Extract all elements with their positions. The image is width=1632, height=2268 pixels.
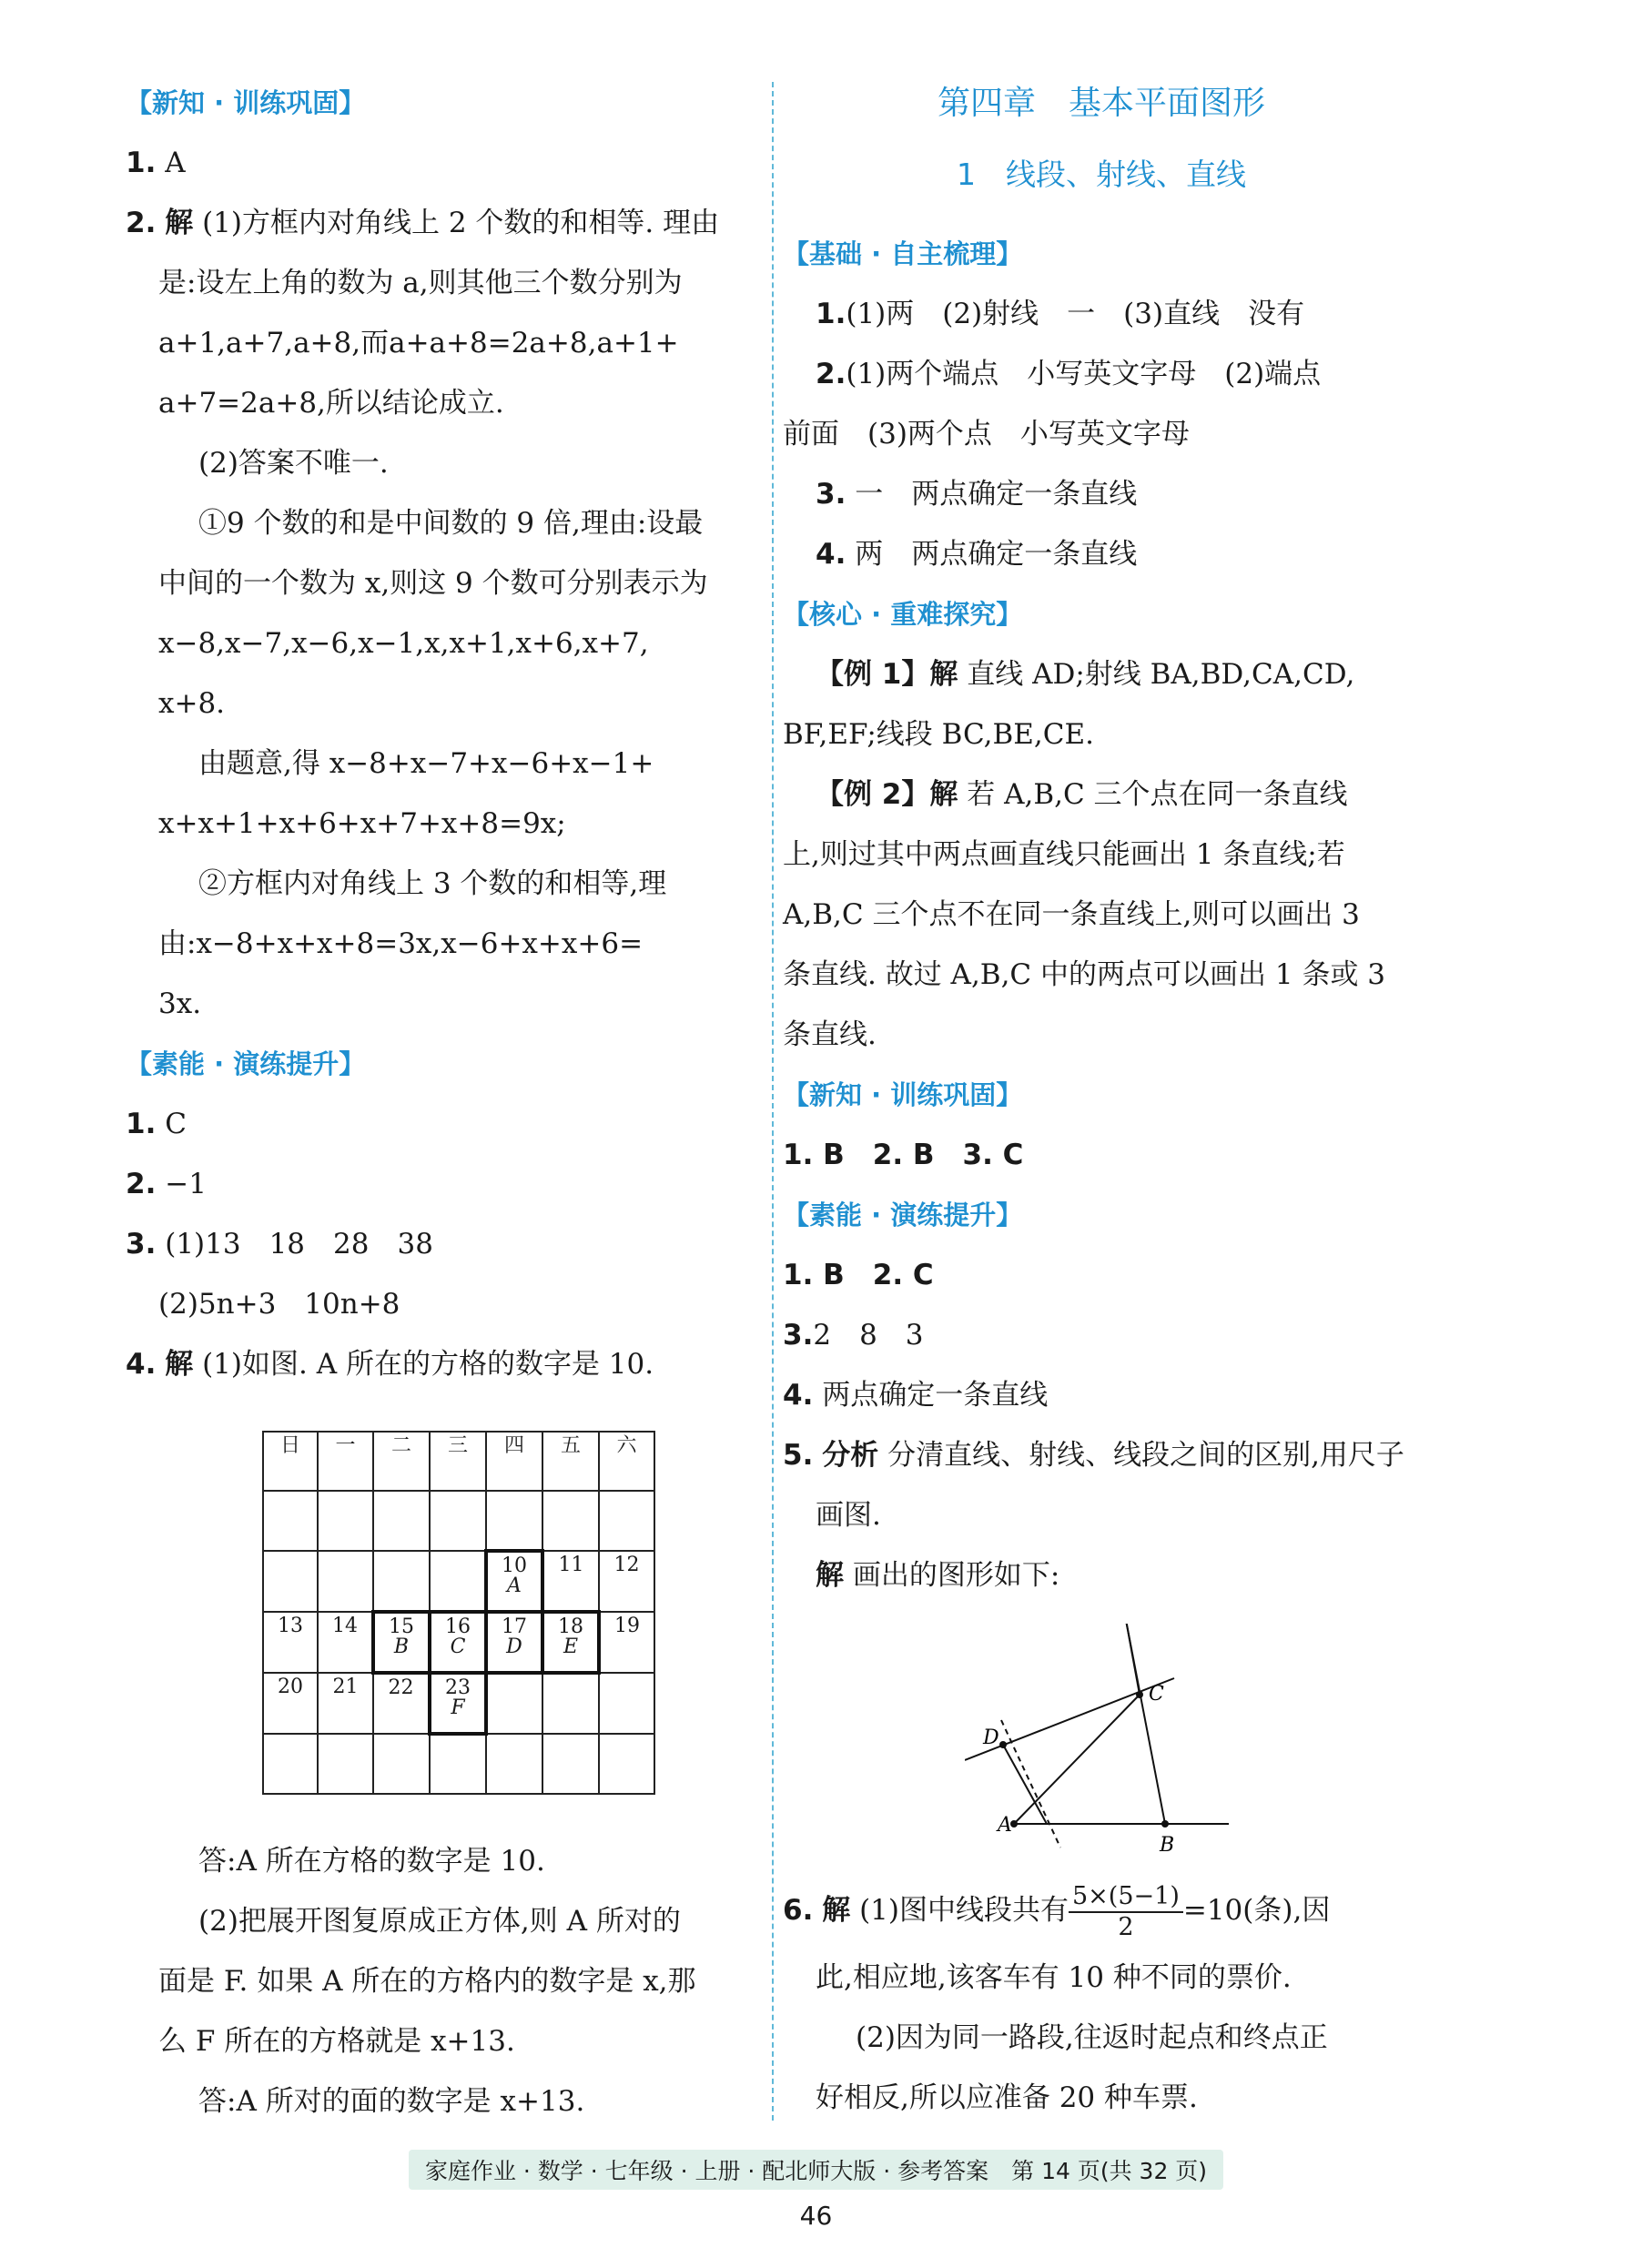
section-heading: 【素能 · 演练提升】	[126, 1048, 366, 1079]
answer-line: 3x.	[158, 987, 202, 1020]
answer-line: (2)5n+3 10n+8	[158, 1288, 400, 1321]
calendar-cell: 22	[373, 1673, 430, 1734]
answer-line: 前面 (3)两个点 小写英文字母	[783, 418, 1190, 451]
answer-line: 1. C	[126, 1108, 187, 1140]
calendar-cell	[486, 1673, 542, 1734]
calendar-header-row	[263, 1432, 654, 1491]
calendar-cell: 12	[599, 1551, 654, 1612]
answer-line: (2)因为同一路段,往返时起点和终点正	[856, 2021, 1328, 2054]
point-c	[1136, 1691, 1143, 1698]
answer-line: 条直线.	[783, 1018, 877, 1051]
section-heading: 【素能 · 演练提升】	[783, 1200, 1023, 1230]
answer-line: 1. B 2. B 3. C	[783, 1139, 1024, 1171]
answer-line: 由:x−8+x+x+8=3x,x−6+x+x+6=	[158, 927, 644, 960]
answer-line: 1.(1)两 (2)射线 一 (3)直线 没有	[816, 298, 1305, 330]
footer	[0, 2150, 1632, 2190]
calendar-cell: 13	[263, 1612, 318, 1673]
answer-line: (2)答案不唯一.	[198, 447, 389, 480]
right-column	[783, 73, 1420, 2128]
answer-line: 1. B 2. C	[783, 1259, 934, 1291]
answer-line: ①9 个数的和是中间数的 9 倍,理由:设最	[198, 507, 704, 540]
left-column	[126, 73, 763, 2131]
answer-line: 条直线. 故过 A,B,C 中的两点可以画出 1 条或 3	[783, 958, 1386, 991]
answer-line: 3. 一 两点确定一条直线	[816, 478, 1138, 511]
calendar-cell: 20	[263, 1673, 318, 1734]
label-b: B	[1160, 1834, 1175, 1857]
answer-line: 此,相应地,该客车有 10 种不同的票价.	[816, 1961, 1292, 1994]
section-heading: 【核心 · 重难探究】	[783, 599, 1023, 630]
calendar-cell	[599, 1491, 654, 1551]
answer-line: 2.(1)两个端点 小写英文字母 (2)端点	[816, 358, 1322, 390]
point-b	[1161, 1820, 1169, 1828]
calendar-cell	[599, 1734, 654, 1794]
calendar-cell-f: 23 F	[430, 1673, 486, 1734]
point-d	[999, 1741, 1007, 1748]
answer-line: a+7=2a+8,所以结论成立.	[158, 387, 504, 420]
calendar-header-cell: 日	[263, 1432, 318, 1491]
answer-line: 2. 解 (1)方框内对角线上 2 个数的和相等. 理由	[126, 207, 720, 239]
answer-line: 4. 两点确定一条直线	[783, 1379, 1049, 1412]
calendar-header-cell: 五	[542, 1432, 599, 1491]
answer-line: BF,EF;线段 BC,BE,CE.	[783, 718, 1094, 751]
answer-line: 1. A	[126, 147, 186, 179]
calendar-header-cell: 四	[486, 1432, 542, 1491]
answer-line: 画图.	[816, 1499, 881, 1532]
calendar-cell: 14	[318, 1612, 373, 1673]
calendar-cell	[542, 1491, 599, 1551]
answer-line: 好相反,所以应准备 20 种车票.	[816, 2081, 1198, 2114]
fraction: $\frac{5\times(5-1)}{2}$	[1069, 1882, 1183, 1942]
answer-line: 【例 1】解 直线 AD;射线 BA,BD,CA,CD,	[816, 658, 1355, 691]
section-heading: 【新知 · 训练巩固】	[126, 87, 366, 118]
calendar-cell	[486, 1734, 542, 1794]
answer-line: 5. 分析 分清直线、射线、线段之间的区别,用尺子	[783, 1439, 1404, 1472]
section-heading: 【基础 · 自主梳理】	[783, 238, 1023, 269]
calendar-cell	[430, 1551, 486, 1612]
answer-line: 是:设左上角的数为 a,则其他三个数分别为	[158, 267, 683, 299]
calendar-row	[263, 1491, 654, 1551]
calendar-cell	[373, 1491, 430, 1551]
footer-text: 家庭作业 · 数学 · 七年级 · 上册 · 配北师大版 · 参考答案 第 14 页(共 32 页)	[409, 2150, 1223, 2190]
calendar-cell	[599, 1673, 654, 1734]
answer-line: ②方框内对角线上 3 个数的和相等,理	[198, 867, 667, 900]
calendar-cell-b: 15 B	[373, 1612, 430, 1673]
calendar-cell	[263, 1734, 318, 1794]
answer-line: 中间的一个数为 x,则这 9 个数可分别表示为	[158, 567, 708, 600]
calendar-cell-e: 18 E	[542, 1612, 599, 1673]
label-a: A	[998, 1814, 1012, 1837]
calendar-header-cell: 三	[430, 1432, 486, 1491]
chapter-title: 第四章 基本平面图形	[937, 85, 1265, 122]
label-c: C	[1149, 1683, 1164, 1706]
answer-line: 解 画出的图形如下:	[816, 1559, 1060, 1592]
section-title: 1 线段、射线、直线	[957, 157, 1246, 192]
section-heading: 【新知 · 训练巩固】	[783, 1079, 1023, 1110]
calendar-cell-c: 16 C	[430, 1612, 486, 1673]
answer-line: (2)把展开图复原成正方体,则 A 所对的	[198, 1905, 681, 1938]
calendar-row	[263, 1673, 654, 1734]
answer-line: 么 F 所在的方格就是 x+13.	[158, 2025, 515, 2058]
calendar-cell	[318, 1491, 373, 1551]
page-number: 46	[799, 2201, 833, 2231]
calendar-cell	[263, 1491, 318, 1551]
answer-line: 面是 F. 如果 A 所在的方格内的数字是 x,那	[158, 1965, 696, 1998]
answer-line: 【例 2】解 若 A,B,C 三个点在同一条直线	[816, 778, 1348, 811]
calendar-cell	[373, 1551, 430, 1612]
calendar-cell	[318, 1734, 373, 1794]
answer-line: a+1,a+7,a+8,而a+a+8=2a+8,a+1+	[158, 327, 679, 359]
answer-line: 4. 解 (1)如图. A 所在的方格的数字是 10.	[126, 1348, 654, 1381]
calendar-cell	[542, 1734, 599, 1794]
calendar-cell	[263, 1551, 318, 1612]
calendar-cell: 11	[542, 1551, 599, 1612]
calendar-cell: 19	[599, 1612, 654, 1673]
answer-line: 6. 解 (1)图中线段共有 $\frac{5\times(5-1)}{2}$ =10(条),因	[783, 1881, 1331, 1941]
answer-line: 3. (1)13 18 28 38	[126, 1228, 433, 1261]
answer-line: x−8,x−7,x−6,x−1,x,x+1,x+6,x+7,	[158, 627, 649, 660]
calendar-row	[263, 1551, 654, 1612]
calendar-cell	[430, 1491, 486, 1551]
column-divider	[772, 82, 774, 2121]
answer-line: x+x+1+x+6+x+7+x+8=9x;	[158, 807, 566, 840]
calendar-header-cell: 六	[599, 1432, 654, 1491]
calendar-header-cell: 二	[373, 1432, 430, 1491]
label-d: D	[983, 1726, 999, 1749]
line-bc	[1126, 1624, 1165, 1824]
calendar-cell	[486, 1491, 542, 1551]
calendar-cell	[430, 1734, 486, 1794]
answer-line: 答:A 所在方格的数字是 10.	[198, 1845, 545, 1878]
geometry-figure	[965, 1624, 1292, 1860]
segment-ac	[1014, 1695, 1140, 1824]
answer-line: 答:A 所对的面的数字是 x+13.	[198, 2085, 585, 2118]
answer-line: A,B,C 三个点不在同一条直线上,则可以画出 3	[783, 898, 1360, 931]
answer-line: 由题意,得 x−8+x−7+x−6+x−1+	[198, 747, 654, 780]
answer-line: x+8.	[158, 687, 226, 720]
calendar-cell	[373, 1734, 430, 1794]
answer-line: 3.2 8 3	[783, 1319, 924, 1352]
calendar-cell	[542, 1673, 599, 1734]
calendar-cell-a: 10 A	[486, 1551, 542, 1612]
answer-line: 4. 两 两点确定一条直线	[816, 538, 1138, 571]
calendar-cell-d: 17 D	[486, 1612, 542, 1673]
calendar-row	[263, 1612, 654, 1673]
answer-line: 上,则过其中两点画直线只能画出 1 条直线;若	[783, 838, 1345, 871]
answer-line: 2. −1	[126, 1168, 207, 1200]
calendar-row	[263, 1734, 654, 1794]
calendar-header-cell: 一	[318, 1432, 373, 1491]
calendar-grid	[262, 1431, 655, 1795]
calendar-cell: 21	[318, 1673, 373, 1734]
calendar-cell	[318, 1551, 373, 1612]
